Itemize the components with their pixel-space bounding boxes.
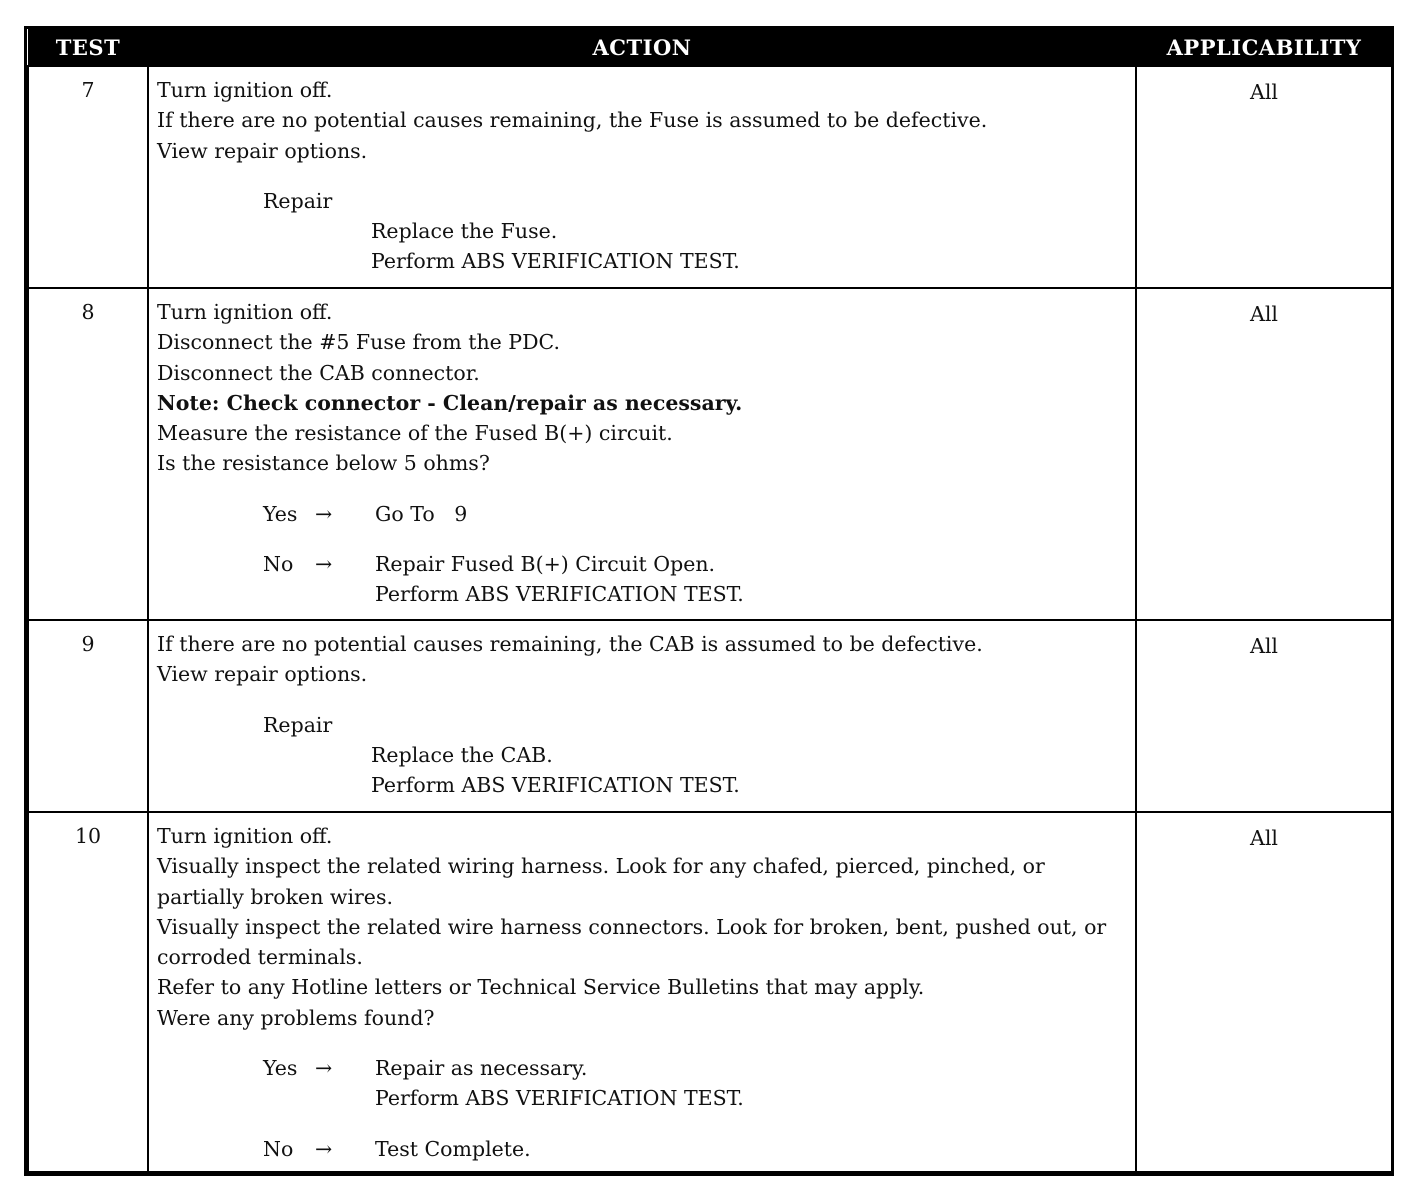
action-cell <box>148 620 1136 812</box>
diagnostic-test-table <box>24 26 1394 1176</box>
yes-label: Yes <box>263 1056 298 1081</box>
repair-label: Repair <box>263 712 333 737</box>
action-line: If there are no potential causes remaining, the CAB is assumed to be defective. <box>157 632 983 656</box>
no-label: No <box>263 1136 294 1161</box>
no-text: Repair Fused B(+) Circuit Open. Perform ABS VERIFICATION TEST. <box>375 552 744 607</box>
table-row-test-7 <box>28 66 1392 288</box>
table-row-test-8 <box>28 288 1392 620</box>
right-arrow-icon: → <box>315 501 333 526</box>
yes-text: Go To 9 <box>375 501 468 526</box>
repair-line: Replace the Fuse. <box>371 219 558 244</box>
header-applicability: APPLICABILITY <box>1136 29 1392 66</box>
yes-branch <box>157 499 1125 529</box>
action-line: View repair options. <box>157 138 368 163</box>
yes-branch <box>157 1053 1125 1114</box>
header-test: TEST <box>28 29 148 66</box>
action-line: Disconnect the CAB connector. <box>157 360 480 385</box>
action-line: Visually inspect the related wire harness connectors. Look for broken, bent, pushed out, or corroded terminals. <box>157 914 1107 970</box>
action-line: Is the resistance below 5 ohms? <box>157 451 490 476</box>
no-branch <box>157 1134 1125 1164</box>
action-line: If there are no potential causes remaining, the Fuse is assumed to be defective. <box>157 108 988 133</box>
no-label: No <box>263 552 294 577</box>
header-action: ACTION <box>148 29 1136 66</box>
action-line: View repair options. <box>157 662 368 687</box>
no-text: Test Complete. <box>375 1136 531 1161</box>
test-number: 9 <box>28 620 148 812</box>
repair-line: Perform ABS VERIFICATION TEST. <box>371 249 740 274</box>
applicability-cell: All <box>1136 288 1392 620</box>
action-cell <box>148 288 1136 620</box>
action-cell <box>148 66 1136 288</box>
action-line: Turn ignition off. <box>157 824 333 848</box>
yes-text: Repair as necessary. Perform ABS VERIFICATION TEST. <box>375 1056 744 1111</box>
applicability-cell: All <box>1136 812 1392 1172</box>
action-line: Refer to any Hotline letters or Technical Service Bulletins that may apply. <box>157 975 925 1000</box>
test-number: 10 <box>28 812 148 1172</box>
action-line: Measure the resistance of the Fused B(+) circuit. <box>157 421 673 446</box>
yes-label: Yes <box>263 501 298 526</box>
note-line: Note: Check connector - Clean/repair as necessary. <box>157 390 743 415</box>
action-line: Turn ignition off. <box>157 78 333 102</box>
applicability-cell: All <box>1136 66 1392 288</box>
test-table <box>27 29 1393 1173</box>
right-arrow-icon: → <box>315 1056 333 1081</box>
test-number: 8 <box>28 288 148 620</box>
action-line: Visually inspect the related wiring harness. Look for any chafed, pierced, pinched, or partially broken wires. <box>157 854 1045 909</box>
table-row-test-10 <box>28 812 1392 1172</box>
action-cell <box>148 812 1136 1172</box>
repair-line: Replace the CAB. <box>371 742 553 767</box>
test-number: 7 <box>28 66 148 288</box>
right-arrow-icon: → <box>315 1136 333 1161</box>
action-line: Were any problems found? <box>157 1005 435 1030</box>
no-branch <box>157 549 1125 610</box>
action-line: Turn ignition off. <box>157 300 333 324</box>
header-row <box>28 29 1392 66</box>
repair-line: Perform ABS VERIFICATION TEST. <box>371 773 740 798</box>
action-line: Disconnect the #5 Fuse from the PDC. <box>157 330 561 355</box>
table-row-test-9 <box>28 620 1392 812</box>
right-arrow-icon: → <box>315 552 333 577</box>
applicability-cell: All <box>1136 620 1392 812</box>
repair-label: Repair <box>263 188 333 213</box>
